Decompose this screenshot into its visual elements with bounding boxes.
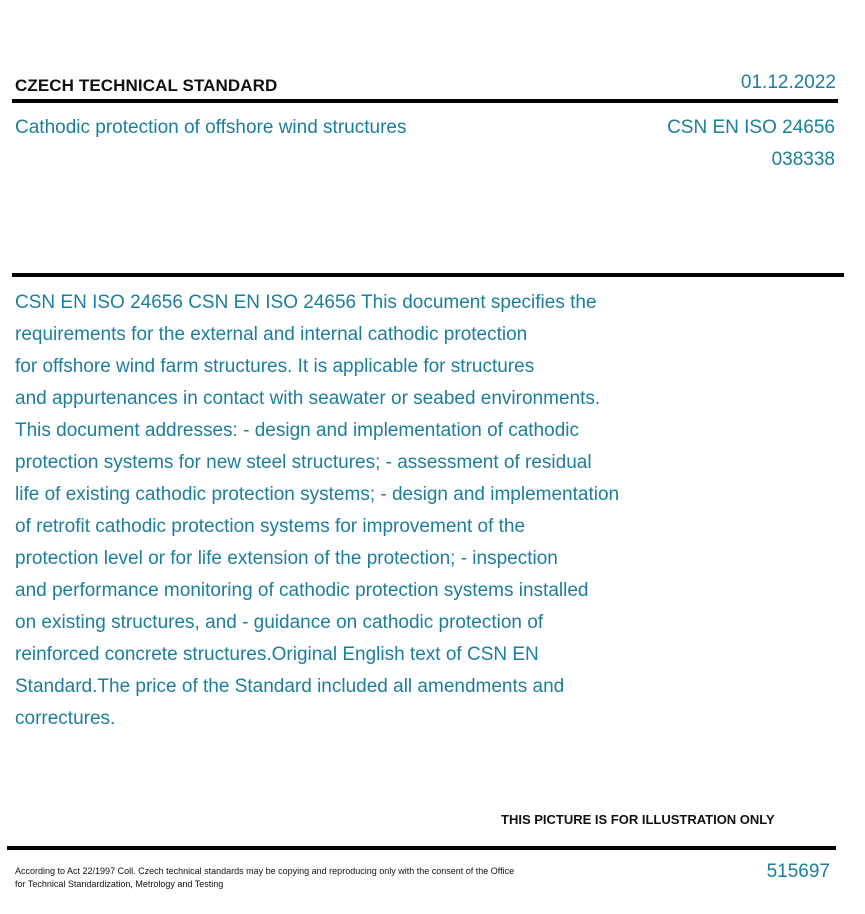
illustration-note: THIS PICTURE IS FOR ILLUSTRATION ONLY: [501, 812, 775, 827]
standard-code: 038338: [771, 149, 835, 170]
catalog-code: 515697: [766, 861, 830, 882]
header-divider: [12, 99, 838, 103]
document-type-label: CZECH TECHNICAL STANDARD: [15, 76, 278, 95]
standard-number: CSN EN ISO 24656: [667, 117, 835, 138]
standard-title: Cathodic protection of offshore wind structures: [15, 117, 407, 138]
footer-divider: [7, 846, 836, 850]
publication-date: 01.12.2022: [740, 72, 836, 93]
standard-description: CSN EN ISO 24656 CSN EN ISO 24656 This document specifies the requirements for the external and internal cathodic protection for offshore wind farm structures. It is applicable for structures and appurtenances in contact with seawater or seabed environments. This document addresses: - design and implementation of cathodic protection systems for new steel structures; - assessment of residual life of existing cathodic protection systems; - design and implementation of retrofit cathodic protection systems for improvement of the protection level or for life extension of the protection; - inspection and performance monitoring of cathodic protection systems installed on existing structures, and - guidance on cathodic protection of reinforced concrete structures.Original English text of CSN EN Standard.The price of the Standard included all amendments and correctures.: [15, 292, 620, 729]
section-divider: [12, 273, 844, 277]
legal-notice: According to Act 22/1997 Coll. Czech technical standards may be copying and reproducing only with the consent of the Office for Technical Standardization, Metrology and Testing: [15, 866, 515, 889]
